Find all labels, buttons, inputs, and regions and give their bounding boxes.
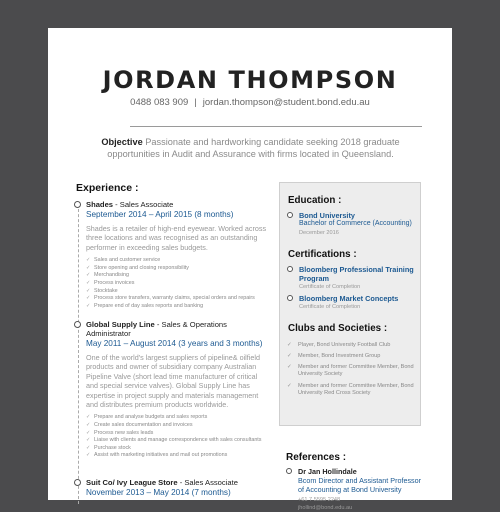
timeline-dot-icon bbox=[74, 321, 81, 328]
club-entry bbox=[287, 383, 417, 397]
job-task: ✓ Process new sales leads bbox=[86, 430, 271, 438]
job-task: ✓ Process store transfers, warranty claims, special orders and repairs bbox=[86, 295, 271, 303]
certification-name: Bloomberg Professional Training Program bbox=[299, 265, 414, 283]
check-icon: ✓ bbox=[287, 364, 292, 370]
job-title bbox=[86, 320, 271, 338]
job-task: ✓ Create sales documentation and invoices bbox=[86, 422, 271, 430]
candidate-name: JORDAN THOMPSON bbox=[102, 66, 398, 94]
club-text: Member, Bond Investment Group bbox=[298, 353, 381, 359]
experience-heading: Experience : bbox=[76, 182, 139, 194]
club-text: Member and former Committee Member, Bond University Society bbox=[298, 364, 414, 377]
contact-line bbox=[48, 97, 452, 108]
job-task: ✓ Assist with marketing initiatives and mail out promotions bbox=[86, 452, 271, 460]
objective-text: Passionate and hardworking candidate seeking 2018 graduate opportunities in Audit and Assurance with firms located in Queensland. bbox=[107, 137, 400, 159]
club-text: Member and former Committee Member, Bond University Red Cross Society bbox=[298, 383, 414, 396]
job-entry bbox=[86, 320, 271, 460]
experience-timeline bbox=[78, 204, 79, 504]
club-text: Player, Bond University Football Club bbox=[298, 342, 391, 348]
job-dates: November 2013 – May 2014 (7 months) bbox=[86, 488, 231, 497]
email-address: jordan.thompson@student.bond.edu.au bbox=[202, 97, 370, 108]
timeline-dot-icon bbox=[74, 201, 81, 208]
job-entry bbox=[86, 478, 271, 497]
certification-note: Certificate of Completion bbox=[299, 304, 361, 310]
reference-entry bbox=[286, 467, 426, 512]
certification-dot-icon bbox=[287, 266, 293, 272]
club-entry bbox=[287, 342, 417, 349]
header-divider bbox=[130, 126, 422, 127]
certification-name: Bloomberg Market Concepts bbox=[299, 294, 399, 303]
education-dot-icon bbox=[287, 212, 293, 218]
club-entry bbox=[287, 353, 417, 360]
certification-dot-icon bbox=[287, 295, 293, 301]
check-icon: ✓ bbox=[287, 353, 292, 359]
job-entry bbox=[86, 200, 271, 310]
education-entry bbox=[287, 211, 415, 236]
certification-note: Certificate of Completion bbox=[299, 284, 361, 290]
job-description: One of the world's largest suppliers of pipeline& oilfield products and owner of subsidiary company Australian Pipeline Valve (short lead time manufacturer of critical and special service valves). Global Supply Line has expertise in project supply and materials management and distributes premium products worldwide. bbox=[86, 353, 260, 410]
job-role: - Sales Associate bbox=[113, 200, 174, 209]
objective-label: Objective bbox=[101, 137, 143, 147]
education-heading: Education : bbox=[288, 195, 342, 206]
check-icon: ✓ bbox=[287, 342, 292, 348]
references-heading: References : bbox=[286, 452, 347, 463]
job-role: - Sales Associate bbox=[177, 478, 238, 487]
contact-separator: | bbox=[194, 97, 197, 108]
reference-email: jhollind@bond.edu.au bbox=[298, 505, 353, 511]
job-task-list bbox=[86, 257, 271, 310]
job-role: - Sales & Operations Administrator bbox=[86, 320, 227, 338]
education-school: Bond University bbox=[299, 211, 355, 220]
reference-phone: +61 7 5595 2248 bbox=[298, 497, 341, 503]
job-task: ✓ Merchandising bbox=[86, 272, 271, 280]
resume-page bbox=[48, 28, 452, 511]
job-task: ✓ Sales and customer service bbox=[86, 257, 271, 265]
job-task: ✓ Store opening and closing responsibility bbox=[86, 265, 271, 273]
job-task: ✓ Purchase stock bbox=[86, 445, 271, 453]
reference-role: Bcom Director and Assistant Professor of Accounting at Bond University bbox=[298, 476, 422, 494]
education-date: December 2016 bbox=[299, 229, 339, 236]
timeline-dot-icon bbox=[74, 479, 81, 486]
job-dates: September 2014 – April 2015 (8 months) bbox=[86, 210, 234, 219]
job-task: ✓ Process invoices bbox=[86, 280, 271, 288]
clubs-heading: Clubs and Societies : bbox=[288, 323, 388, 334]
education-degree: Bachelor of Commerce (Accounting) bbox=[299, 220, 412, 227]
job-description: Shades is a retailer of high-end eyewear. Worked across three locations and was recognised as an outstanding performer in exceeding sales budgets. bbox=[86, 224, 267, 252]
job-task: ✓ Liaise with clients and manage correspondence with sales consultants bbox=[86, 437, 271, 445]
phone-number: 0488 083 909 bbox=[130, 97, 189, 108]
job-dates: May 2011 – August 2014 (3 years and 3 months) bbox=[86, 339, 263, 348]
check-icon: ✓ bbox=[287, 383, 292, 389]
objective-statement bbox=[88, 136, 413, 160]
certifications-heading: Certifications : bbox=[288, 249, 357, 260]
job-company: Suit Co/ Ivy League Store bbox=[86, 478, 178, 487]
certification-entry bbox=[287, 294, 415, 310]
reference-name: Dr Jan Hollindale bbox=[298, 467, 357, 476]
job-title bbox=[86, 200, 271, 209]
job-company: Global Supply Line bbox=[86, 320, 155, 329]
job-task: ✓ Prepare and analyse budgets and sales reports bbox=[86, 414, 271, 422]
job-task: ✓ Stocktake bbox=[86, 288, 271, 296]
club-entry bbox=[287, 364, 417, 378]
job-task: ✓ Prepare end of day sales reports and banking bbox=[86, 303, 271, 311]
job-company: Shades bbox=[86, 200, 114, 209]
job-title bbox=[86, 478, 271, 487]
job-task-list bbox=[86, 414, 271, 460]
sidebar-panel bbox=[279, 182, 421, 426]
reference-dot-icon bbox=[286, 468, 292, 474]
certification-entry bbox=[287, 265, 415, 290]
